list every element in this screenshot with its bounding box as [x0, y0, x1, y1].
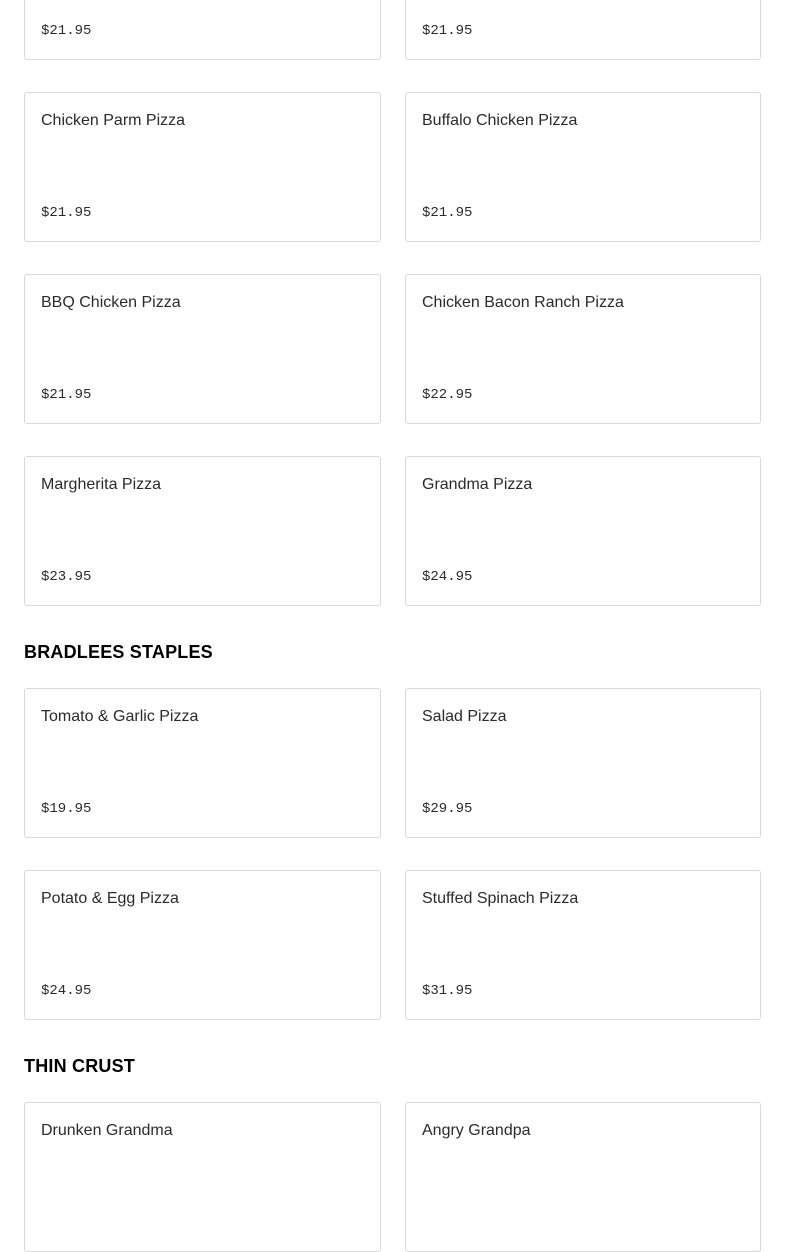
menu-item-card[interactable] — [405, 456, 761, 606]
menu-item-card[interactable] — [405, 870, 761, 1020]
menu-item-price: $21.95 — [41, 23, 92, 39]
menu-item-name: Tomato & Garlic Pizza — [41, 708, 199, 725]
menu-item-card[interactable] — [24, 870, 381, 1020]
menu-item-price: $24.95 — [422, 569, 473, 585]
menu-item-name: Grandma Pizza — [422, 476, 533, 493]
menu-item-name: Drunken Grandma — [41, 1122, 173, 1139]
menu-item-name: Buffalo Chicken Pizza — [422, 112, 578, 129]
menu-item-price: $19.95 — [41, 801, 92, 817]
menu-item-card[interactable] — [24, 92, 381, 242]
menu-item-name: Chicken Parm Pizza — [41, 112, 186, 129]
menu-item-card[interactable] — [24, 688, 381, 838]
menu-item-price: $29.95 — [422, 801, 473, 817]
menu-item-name: BBQ Chicken Pizza — [41, 294, 181, 311]
menu-item-price: $21.95 — [422, 23, 473, 39]
menu-item-price: $24.95 — [41, 983, 92, 999]
menu-item-card[interactable] — [24, 456, 381, 606]
menu-item-card[interactable] — [405, 274, 761, 424]
menu-item-name: Salad Pizza — [422, 708, 507, 725]
menu-grid-bradlees-staples — [24, 688, 761, 1020]
menu-item-card[interactable] — [24, 274, 381, 424]
menu-grid-pizzas — [24, 0, 761, 606]
menu-item-name: Potato & Egg Pizza — [41, 890, 179, 907]
menu-item-price: $22.95 — [422, 387, 473, 403]
menu-item-price: $31.95 — [422, 983, 473, 999]
menu-item-card[interactable] — [24, 1102, 381, 1252]
menu-item-name: Angry Grandpa — [422, 1122, 531, 1139]
menu-item-price: $21.95 — [41, 387, 92, 403]
menu-item-name: Stuffed Spinach Pizza — [422, 890, 579, 907]
menu-item-card[interactable] — [405, 688, 761, 838]
menu-item-card[interactable] — [24, 0, 381, 60]
menu-item-name: Margherita Pizza — [41, 476, 162, 493]
menu-grid-thin-crust — [24, 1102, 761, 1252]
menu-page — [24, 0, 761, 1252]
section-title-thin-crust: THIN CRUST — [24, 1056, 135, 1076]
menu-item-price: $23.95 — [41, 569, 92, 585]
section-title-bradlees-staples: BRADLEES STAPLES — [24, 642, 213, 662]
menu-item-card[interactable] — [405, 0, 761, 60]
menu-item-name: Chicken Bacon Ranch Pizza — [422, 294, 624, 311]
menu-item-price: $21.95 — [41, 205, 92, 221]
menu-item-card[interactable] — [405, 1102, 761, 1252]
menu-item-card[interactable] — [405, 92, 761, 242]
menu-item-price: $21.95 — [422, 205, 473, 221]
